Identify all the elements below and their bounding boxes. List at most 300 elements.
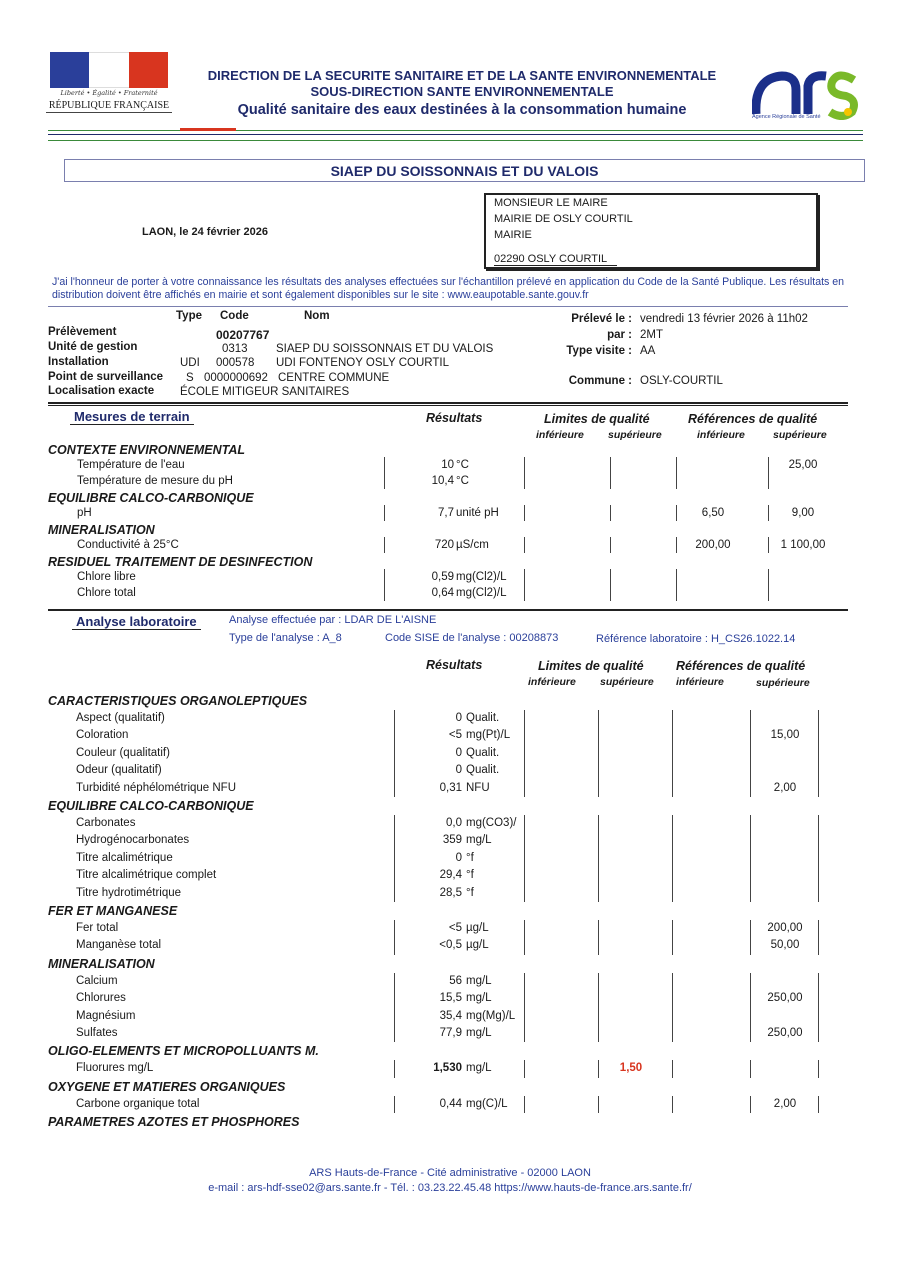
header-direction: DIRECTION DE LA SECURITE SANITAIRE ET DE LA SANTE ENVIRONNEMENTALE	[207, 68, 717, 83]
row-value: <5	[448, 922, 462, 934]
column-separator	[394, 762, 395, 779]
row-name: Titre alcalimétrique complet	[76, 869, 217, 882]
column-separator	[818, 1008, 819, 1025]
republique-francaise-logo	[50, 52, 168, 88]
column-separator	[610, 537, 611, 553]
title-box	[64, 159, 865, 182]
column-separator	[524, 727, 525, 744]
column-separator	[818, 832, 819, 849]
row-unit: mg(Cl2)/L	[456, 571, 507, 583]
document-title: SIAEP DU SOISSONNAIS ET DU VALOIS	[330, 163, 599, 179]
column-separator	[524, 505, 525, 521]
column-separator	[598, 937, 599, 954]
column-separator	[750, 762, 751, 779]
installation-nom: UDI FONTENOY OSLY COURTIL	[276, 357, 449, 369]
row-ref-sup: 2,00	[773, 1097, 797, 1110]
column-separator	[598, 1008, 599, 1025]
column-separator	[598, 780, 599, 797]
column-separator	[524, 585, 525, 601]
row-name: Fer total	[76, 922, 119, 934]
column-separator	[750, 885, 751, 902]
column-separator	[818, 745, 819, 762]
terrain-col-lim-sup: supérieure	[608, 429, 662, 441]
terrain-rule-thin	[48, 405, 848, 406]
column-separator	[818, 867, 819, 884]
row-value: 77,9	[439, 1027, 462, 1039]
ars-tagline: Agence Régionale de Santé	[752, 114, 821, 120]
column-separator	[818, 710, 819, 727]
row-name: Sulfates	[76, 1027, 118, 1039]
column-separator	[394, 867, 395, 884]
row-unit: mg/L	[466, 834, 492, 847]
column-separator	[524, 537, 525, 553]
row-name: Odeur (qualitatif)	[76, 764, 162, 777]
intro-rule	[48, 306, 848, 307]
row-unit: °f	[466, 851, 474, 864]
labo-col-ref-sup: supérieure	[756, 677, 810, 689]
row-ref-sup: 15,00	[770, 729, 800, 742]
prelevement-code: 00207767	[216, 328, 270, 342]
col-nom-header: Nom	[304, 310, 330, 322]
row-unit: °f	[466, 869, 474, 882]
terrain-col-resultats: Résultats	[426, 411, 483, 425]
rf-name: RÉPUBLIQUE FRANÇAISE	[46, 100, 172, 113]
column-separator	[524, 762, 525, 779]
column-separator	[598, 850, 599, 867]
column-separator	[672, 727, 673, 744]
col-type-header: Type	[176, 310, 202, 322]
row-value: 359	[442, 834, 462, 847]
row-name: Carbone organique total	[76, 1097, 200, 1110]
labo-title: Analyse laboratoire	[72, 614, 201, 630]
column-separator	[750, 937, 751, 954]
column-separator	[676, 569, 677, 585]
header-sous-direction: SOUS-DIRECTION SANTE ENVIRONNEMENTALE	[310, 84, 614, 99]
commune-value: OSLY-COURTIL	[640, 375, 723, 387]
column-separator	[598, 745, 599, 762]
row-name: pH	[77, 507, 92, 519]
column-separator	[750, 710, 751, 727]
ars-logo	[752, 64, 860, 120]
column-separator	[818, 1096, 819, 1113]
row-value: 0	[455, 746, 462, 759]
column-separator	[672, 1060, 673, 1077]
section-title: EQUILIBRE CALCO-CARBONIQUE	[48, 799, 254, 813]
column-separator	[598, 832, 599, 849]
column-separator	[384, 473, 385, 489]
section-title: MINERALISATION	[48, 523, 155, 537]
column-separator	[818, 762, 819, 779]
column-separator	[750, 920, 751, 937]
column-separator	[524, 867, 525, 884]
rf-motto: Liberté • Égalité • Fraternité	[60, 89, 158, 97]
column-separator	[750, 867, 751, 884]
terrain-col-ref-inf: inférieure	[697, 429, 745, 441]
row-value: <0,5	[439, 939, 462, 952]
intro-text: J'ai l'honneur de porter à votre connaissance les résultats des analyses effectuées sur l'échantillon prélevé en application du Code de la Santé Publique. Les résultats en distribution doivent être affichés en mairie et sont également disponibles sur le site : www.eaupotable.sante.gouv.fr	[52, 276, 845, 301]
column-separator	[394, 710, 395, 727]
column-separator	[524, 780, 525, 797]
section-title: MINERALISATION	[48, 956, 155, 971]
row-value: 15,5	[439, 992, 462, 1005]
column-separator	[384, 569, 385, 585]
row-value: 10	[441, 459, 454, 471]
row-name: Couleur (qualitatif)	[76, 746, 170, 759]
row-name: Aspect (qualitatif)	[76, 712, 165, 724]
column-separator	[750, 727, 751, 744]
unite-nom: SIAEP DU SOISSONNAIS ET DU VALOIS	[276, 343, 494, 355]
column-separator	[818, 850, 819, 867]
section-title: PARAMETRES AZOTES ET PHOSPHORES	[48, 1115, 300, 1130]
column-separator	[524, 569, 525, 585]
row-ref-sup: 25,00	[788, 459, 818, 471]
row-value: 720	[434, 539, 454, 551]
column-separator	[818, 815, 819, 832]
row-unit: Qualit.	[466, 746, 500, 759]
address-line: MAIRIE	[494, 229, 532, 241]
column-separator	[672, 1096, 673, 1113]
column-separator	[818, 885, 819, 902]
column-separator	[524, 990, 525, 1007]
row-value: 28,5	[439, 886, 462, 899]
unite-label: Unité de gestion	[48, 341, 138, 353]
row-unit: mg/L	[466, 1027, 492, 1039]
column-separator	[524, 1008, 525, 1025]
section-title: RESIDUEL TRAITEMENT DE DESINFECTION	[48, 555, 313, 569]
row-unit: Qualit.	[466, 712, 500, 724]
prelevement-label: Prélèvement	[48, 326, 117, 338]
column-separator	[384, 537, 385, 553]
column-separator	[524, 473, 525, 489]
column-separator	[598, 973, 599, 990]
column-separator	[598, 1025, 599, 1042]
row-unit: Qualit.	[466, 764, 500, 777]
column-separator	[394, 727, 395, 744]
column-separator	[524, 1025, 525, 1042]
row-value: 56	[449, 974, 462, 987]
column-separator	[598, 1096, 599, 1113]
row-value: 0	[455, 712, 462, 724]
row-ref-sup: 250,00	[767, 992, 803, 1005]
column-separator	[750, 1025, 751, 1042]
row-unit: mg(Cl2)/L	[456, 587, 507, 599]
column-separator	[610, 457, 611, 473]
column-separator	[598, 762, 599, 779]
column-separator	[818, 920, 819, 937]
column-separator	[672, 710, 673, 727]
labo-col-lim-inf: inférieure	[528, 676, 576, 688]
labo-col-resultats: Résultats	[426, 658, 483, 672]
column-separator	[676, 585, 677, 601]
column-separator	[768, 537, 769, 553]
column-separator	[676, 473, 677, 489]
point-nom: CENTRE COMMUNE	[278, 372, 390, 384]
section-title: CONTEXTE ENVIRONNEMENTAL	[48, 443, 245, 457]
section-title: CARACTERISTIQUES ORGANOLEPTIQUES	[48, 694, 308, 708]
row-name: Température de mesure du pH	[77, 475, 233, 487]
column-separator	[524, 920, 525, 937]
section-title: FER ET MANGANESE	[48, 904, 178, 918]
labo-col-ref-inf: inférieure	[676, 676, 724, 688]
row-unit: mg(Pt)/L	[466, 729, 511, 742]
row-value: 0	[455, 851, 462, 864]
row-value: 35,4	[439, 1009, 462, 1022]
installation-code: 000578	[216, 357, 255, 369]
column-separator	[384, 585, 385, 601]
column-separator	[394, 850, 395, 867]
row-name: Manganèse total	[76, 939, 162, 952]
column-separator	[394, 885, 395, 902]
footer-address: ARS Hauts-de-France - Cité administrative - 02000 LAON	[309, 1167, 591, 1179]
address-box	[484, 193, 818, 269]
column-separator	[750, 745, 751, 762]
column-separator	[524, 832, 525, 849]
column-separator	[598, 727, 599, 744]
row-name: Température de l'eau	[77, 459, 185, 471]
column-separator	[818, 780, 819, 797]
preleve-value: vendredi 13 février 2026 à 11h02	[640, 313, 808, 325]
column-separator	[750, 973, 751, 990]
column-separator	[394, 745, 395, 762]
address-line: MONSIEUR LE MAIRE	[494, 197, 608, 209]
column-separator	[818, 1060, 819, 1077]
row-name: Calcium	[76, 974, 118, 987]
labo-rule	[48, 609, 848, 611]
row-ref-inf: 200,00	[695, 539, 731, 551]
installation-label: Installation	[48, 356, 109, 368]
column-separator	[672, 850, 673, 867]
header-rule-green	[48, 130, 863, 131]
column-separator	[672, 815, 673, 832]
row-unit: mg/L	[466, 974, 492, 987]
column-separator	[524, 937, 525, 954]
terrain-rule	[48, 402, 848, 404]
column-separator	[394, 973, 395, 990]
row-ref-inf: 6,50	[701, 507, 725, 519]
header-rule-red	[180, 128, 236, 131]
row-ref-sup: 2,00	[773, 781, 797, 794]
column-separator	[394, 1060, 395, 1077]
row-value: 0,31	[439, 781, 462, 794]
row-name: Magnésium	[76, 1009, 136, 1022]
column-separator	[524, 457, 525, 473]
labo-analyse-par: Analyse effectuée par : LDAR DE L'AISNE	[229, 614, 437, 626]
row-unit: NFU	[466, 781, 490, 794]
column-separator	[610, 473, 611, 489]
column-separator	[394, 990, 395, 1007]
row-ref-sup: 1 100,00	[780, 539, 826, 551]
column-separator	[676, 505, 677, 521]
column-separator	[394, 937, 395, 954]
column-separator	[610, 585, 611, 601]
row-name: Titre hydrotimétrique	[76, 886, 182, 899]
labo-code-sise: Code SISE de l'analyse : 00208873	[385, 632, 559, 644]
column-separator	[384, 457, 385, 473]
row-unit: µS/cm	[456, 539, 489, 551]
column-separator	[394, 815, 395, 832]
address-line: MAIRIE DE OSLY COURTIL	[494, 213, 633, 225]
column-separator	[598, 710, 599, 727]
column-separator	[750, 1008, 751, 1025]
column-separator	[750, 815, 751, 832]
par-value: 2MT	[640, 329, 663, 341]
column-separator	[610, 569, 611, 585]
row-unit: mg(CO3)/	[466, 817, 517, 829]
row-name: Coloration	[76, 729, 129, 742]
row-value: 0,0	[446, 817, 462, 829]
par-label: par :	[607, 329, 632, 341]
column-separator	[750, 832, 751, 849]
column-separator	[672, 1025, 673, 1042]
row-value: 0,44	[439, 1097, 462, 1110]
row-value: <5	[448, 729, 462, 742]
row-value: 7,7	[438, 507, 454, 519]
row-unit: µg/L	[466, 939, 489, 952]
column-separator	[524, 745, 525, 762]
column-separator	[524, 815, 525, 832]
column-separator	[672, 745, 673, 762]
column-separator	[394, 1025, 395, 1042]
row-unit: °C	[456, 475, 469, 487]
column-separator	[672, 762, 673, 779]
column-separator	[818, 990, 819, 1007]
terrain-col-ref-sup: supérieure	[773, 429, 827, 441]
column-separator	[818, 937, 819, 954]
column-separator	[676, 457, 677, 473]
column-separator	[672, 832, 673, 849]
labo-ref-labo: Référence laboratoire : H_CS26.1022.14	[596, 633, 796, 645]
row-name: Chlorures	[76, 992, 126, 1005]
column-separator	[524, 885, 525, 902]
column-separator	[524, 1060, 525, 1077]
row-lim-sup: 1,50	[619, 1062, 643, 1075]
column-separator	[394, 920, 395, 937]
section-title: OLIGO-ELEMENTS ET MICROPOLLUANTS M.	[48, 1044, 319, 1059]
preleve-label: Prélevé le :	[571, 313, 632, 325]
column-separator	[672, 973, 673, 990]
column-separator	[394, 780, 395, 797]
row-value: 29,4	[439, 869, 462, 882]
column-separator	[598, 990, 599, 1007]
date-line: LAON, le 24 février 2026	[142, 226, 268, 238]
column-separator	[524, 850, 525, 867]
row-name: Hydrogénocarbonates	[76, 834, 190, 847]
column-separator	[750, 1096, 751, 1113]
unite-code: 0313	[222, 343, 248, 355]
column-separator	[750, 780, 751, 797]
row-name: Conductivité à 25°C	[77, 539, 179, 551]
column-separator	[818, 727, 819, 744]
column-separator	[524, 973, 525, 990]
installation-type: UDI	[180, 357, 200, 369]
column-separator	[610, 505, 611, 521]
point-code: 0000000692	[204, 372, 268, 384]
column-separator	[394, 1008, 395, 1025]
column-separator	[768, 457, 769, 473]
row-ref-sup: 250,00	[767, 1027, 803, 1039]
column-separator	[598, 920, 599, 937]
column-separator	[672, 780, 673, 797]
column-separator	[676, 537, 677, 553]
header-rule-navy	[48, 134, 863, 135]
point-label: Point de surveillance	[48, 371, 164, 383]
column-separator	[598, 1060, 599, 1077]
labo-type-analyse: Type de l'analyse : A_8	[229, 632, 342, 644]
row-name: Chlore libre	[77, 571, 136, 583]
terrain-col-lim-inf: inférieure	[536, 429, 584, 441]
column-separator	[672, 920, 673, 937]
column-separator	[672, 1008, 673, 1025]
column-separator	[818, 1025, 819, 1042]
terrain-col-references: Références de qualité	[688, 412, 818, 426]
row-unit: °f	[466, 886, 474, 899]
row-unit: unité pH	[456, 507, 499, 519]
column-separator	[672, 867, 673, 884]
header-qualite: Qualité sanitaire des eaux destinées à la consommation humaine	[237, 102, 687, 118]
row-unit: mg(C)/L	[466, 1097, 508, 1110]
column-separator	[768, 473, 769, 489]
column-separator	[672, 885, 673, 902]
col-code-header: Code	[220, 310, 249, 322]
header-rule-green-2	[48, 140, 863, 141]
row-name: Carbonates	[76, 817, 136, 829]
commune-label: Commune :	[568, 375, 632, 387]
column-separator	[818, 973, 819, 990]
row-ref-sup: 200,00	[767, 922, 803, 934]
row-ref-sup: 9,00	[791, 507, 815, 519]
column-separator	[598, 885, 599, 902]
labo-col-references: Références de qualité	[676, 659, 806, 673]
row-value: 1,530	[433, 1062, 462, 1075]
column-separator	[394, 832, 395, 849]
row-unit: mg/L	[466, 1062, 492, 1075]
visite-value: AA	[640, 345, 656, 357]
section-title: OXYGENE ET MATIERES ORGANIQUES	[48, 1079, 286, 1094]
labo-col-lim-sup: supérieure	[600, 676, 654, 688]
column-separator	[672, 937, 673, 954]
terrain-title: Mesures de terrain	[70, 409, 194, 425]
row-value: 10,4	[431, 475, 454, 487]
column-separator	[768, 585, 769, 601]
column-separator	[768, 569, 769, 585]
row-name: Fluorures mg/L	[76, 1062, 154, 1075]
column-separator	[394, 1096, 395, 1113]
terrain-col-limites: Limites de qualité	[544, 412, 650, 426]
row-unit: mg(Mg)/L	[466, 1009, 516, 1022]
row-name: Chlore total	[77, 587, 136, 599]
column-separator	[750, 1060, 751, 1077]
column-separator	[524, 1096, 525, 1113]
column-separator	[384, 505, 385, 521]
column-separator	[768, 505, 769, 521]
row-value: 0,59	[431, 571, 454, 583]
column-separator	[524, 710, 525, 727]
ars-logo-r	[808, 76, 826, 114]
localisation-label: Localisation exacte	[48, 385, 155, 397]
row-unit: mg/L	[466, 992, 492, 1005]
column-separator	[750, 990, 751, 1007]
row-unit: µg/L	[466, 922, 489, 934]
localisation-value: ÉCOLE MITIGEUR SANITAIRES	[180, 386, 350, 398]
section-title: EQUILIBRE CALCO-CARBONIQUE	[48, 491, 254, 505]
ars-logo-a	[756, 76, 796, 114]
row-name: Turbidité néphélométrique NFU	[76, 781, 237, 794]
column-separator	[750, 850, 751, 867]
row-ref-sup: 50,00	[770, 939, 800, 952]
row-value: 0,64	[431, 587, 454, 599]
point-type: S	[186, 372, 194, 384]
row-unit: °C	[456, 459, 469, 471]
